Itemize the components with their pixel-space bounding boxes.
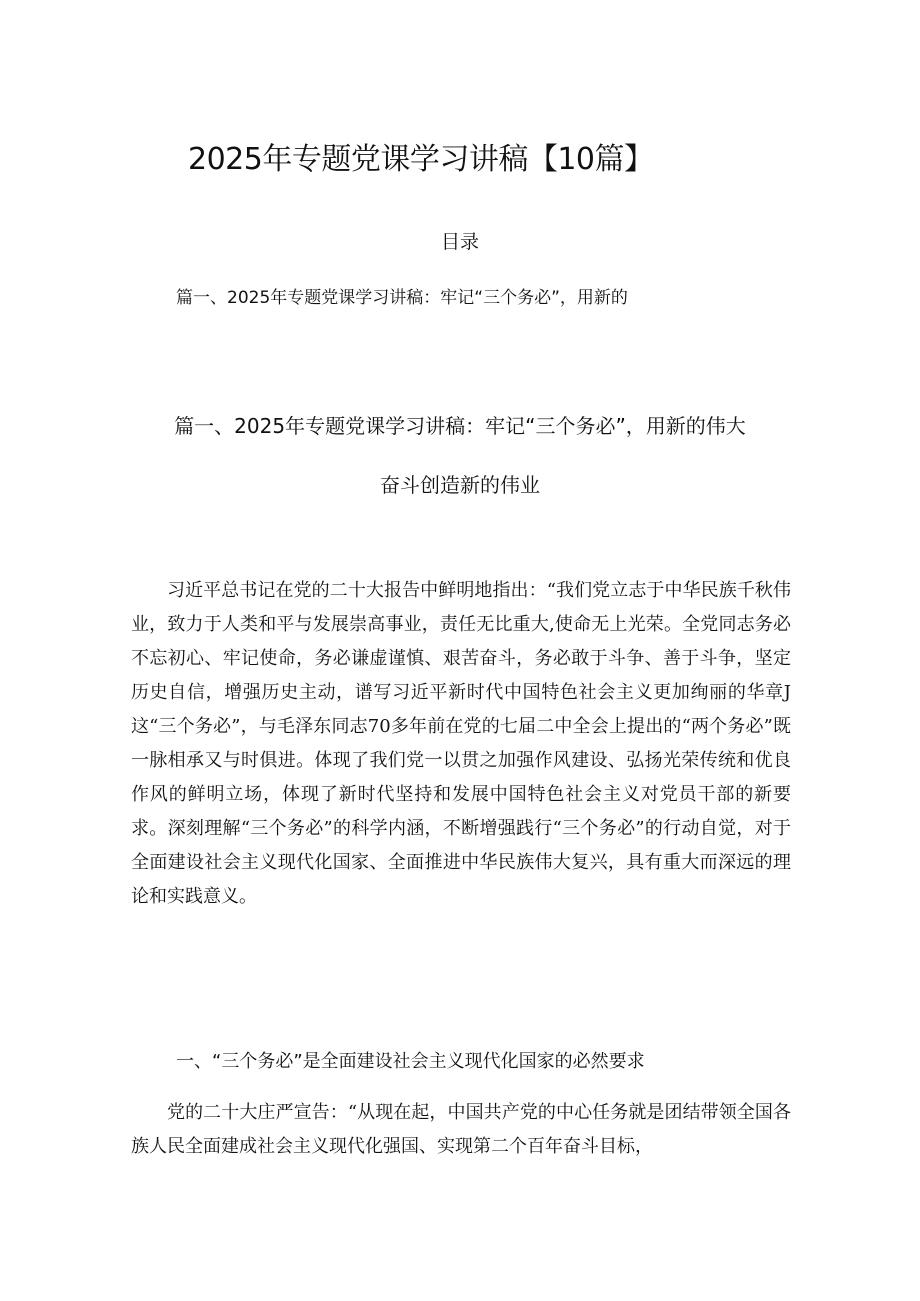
section-heading: 一、“三个务必”是全面建设社会主义现代化国家的必然要求 xyxy=(176,1051,645,1072)
chapter-title-line-1: 篇一、2025年专题党课学习讲稿：牢记“三个务必”，用新的伟大 xyxy=(174,414,746,438)
toc-heading: 目录 xyxy=(440,231,479,253)
toc-item[interactable]: 篇一、2025年专题党课学习讲稿：牢记“三个务必”，用新的 xyxy=(176,288,628,308)
section-paragraph: 党的二十大庄严宣告：“从现在起，中国共产党的中心任务就是团结带领全国各族人民全面建成社会主义现代化强国、实现第二个百年奋斗目标， xyxy=(131,1102,791,1157)
document-title: 2025年专题党课学习讲稿【10篇】 xyxy=(188,142,654,177)
chapter-title-line-2: 奋斗创造新的伟业 xyxy=(380,473,540,497)
body-paragraph: 习近平总书记在党的二十大报告中鲜明地指出：“我们党立志于中华民族千秋伟业，致力于人类和平与发展崇高事业，责任无比重大,使命无上光荣。全党同志务必不忘初心、牢记使命，务必谦虚谨慎、艰苦奋斗，务必敢于斗争、善于斗争，坚定历史自信，增强历史主动，谱写习近平新时代中国特色社会主义更加绚丽的华章J这“三个务必”，与毛泽东同志70多年前在党的七届二中全会上提出的“两个务必”既一脉相承又与时俱进。体现了我们党一以贯之加强作风建设、弘扬光荣传统和优良作风的鲜明立场，体现了新时代坚持和发展中国特色社会主义对党员干部的新要求。深刻理解“三个务必”的科学内涵，不断增强践行“三个务必”的行动自觉，对于全面建设社会主义现代化国家、全面推进中华民族伟大复兴，具有重大而深远的理论和实践意义。 xyxy=(131,580,791,907)
